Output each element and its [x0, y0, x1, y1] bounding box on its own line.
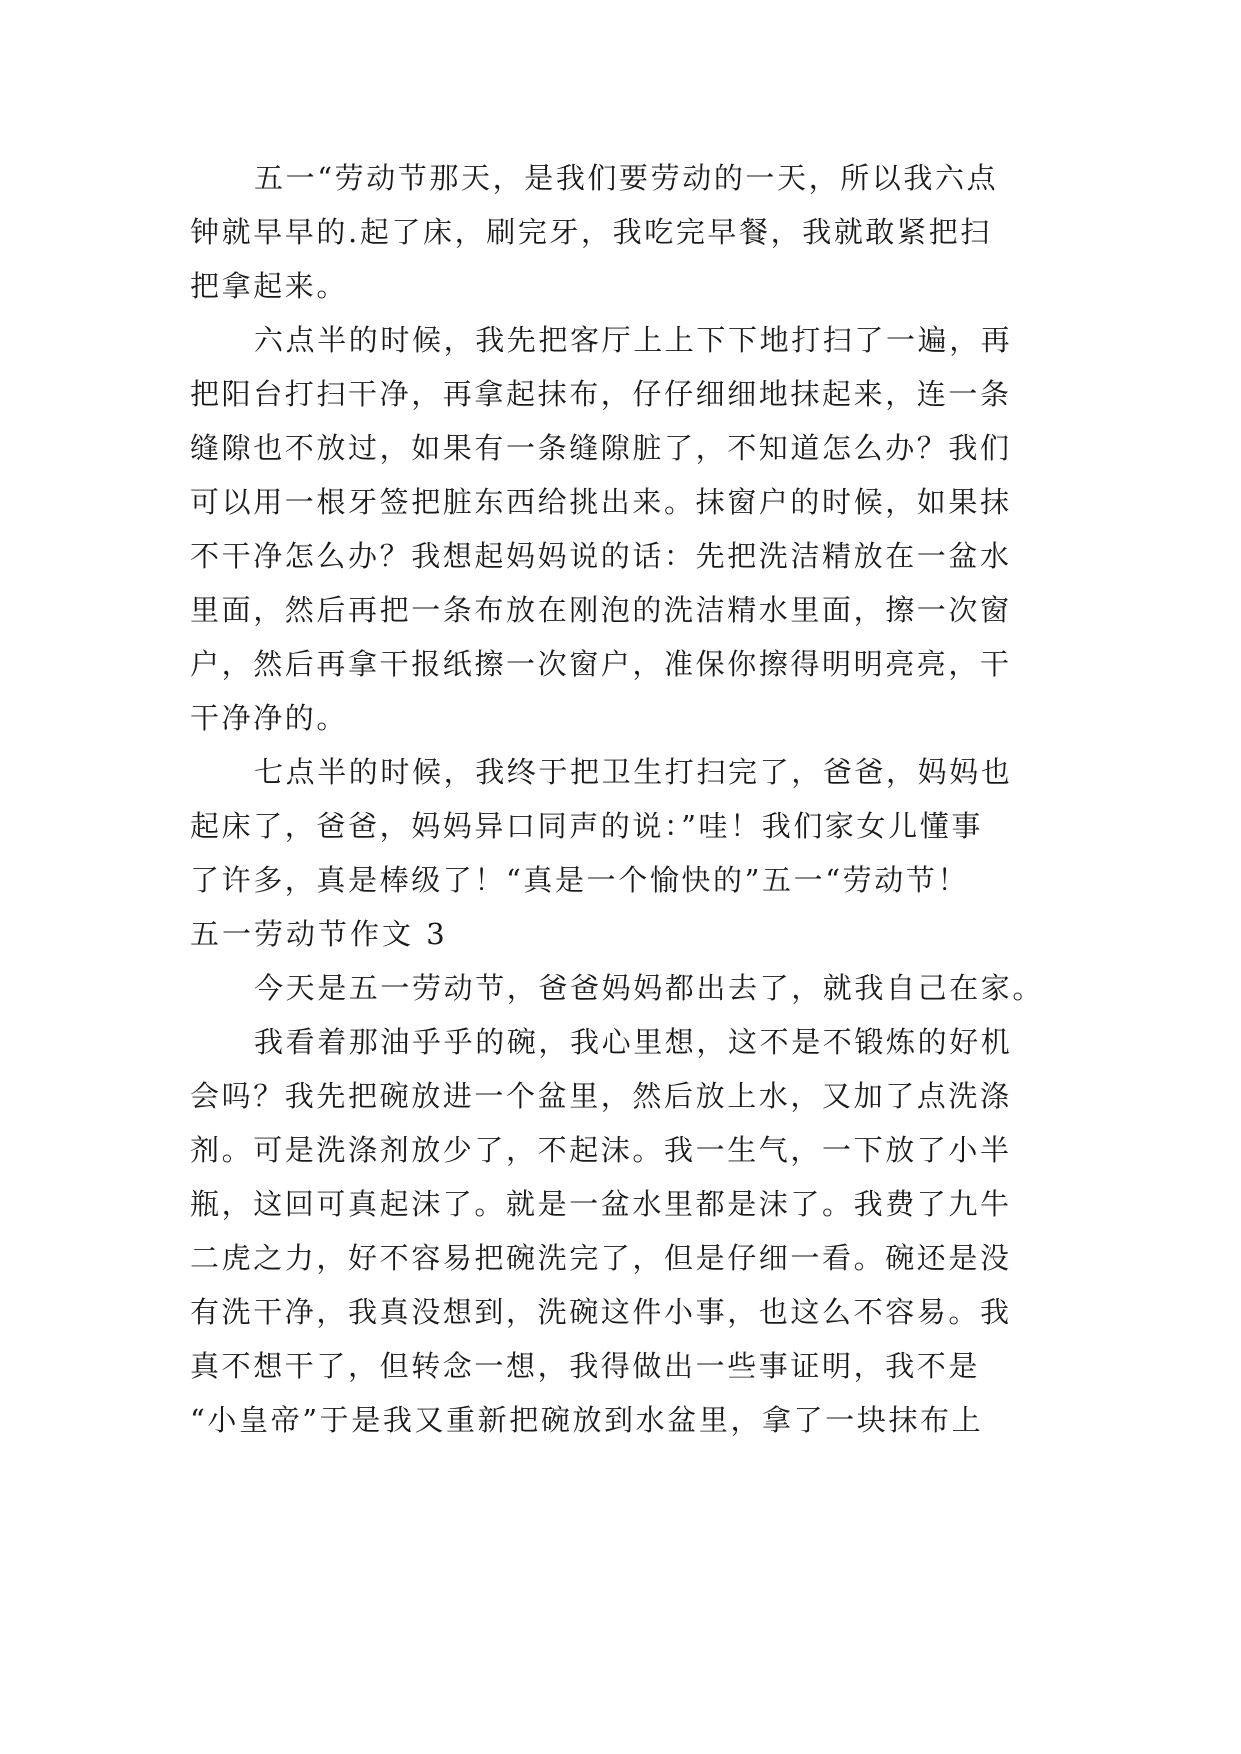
- paragraph-2-line-4: 可以用一根牙签把脏东西给挑出来。抹窗户的时候，如果抹: [190, 485, 1012, 519]
- paragraph-2-line-7: 户，然后再拿干报纸擦一次窗户，准保你擦得明明亮亮，干: [190, 647, 1012, 681]
- paragraph-2-line-3: 缝隙也不放过，如果有一条缝隙脏了，不知道怎么办？我们: [190, 431, 1012, 465]
- paragraph-5-line-5: 二虎之力，好不容易把碗洗完了，但是仔细一看。碗还是没: [190, 1241, 1012, 1275]
- paragraph-5-line-4: 瓶，这回可真起沫了。就是一盆水里都是沫了。我费了九牛: [190, 1187, 1012, 1221]
- paragraph-2-line-5: 不干净怎么办？我想起妈妈说的话：先把洗洁精放在一盆水: [190, 539, 1012, 573]
- paragraph-5-line-6: 有洗干净，我真没想到，洗碗这件小事，也这么不容易。我: [190, 1295, 1012, 1329]
- paragraph-5-line-2: 会吗？我先把碗放进一个盆里，然后放上水，又加了点洗涤: [190, 1079, 1012, 1113]
- paragraph-3-line-2: 起床了，爸爸，妈妈异口同声的说：”哇！我们家女儿懂事: [190, 809, 983, 843]
- paragraph-5-line-1: 我看着那油乎乎的碗，我心里想，这不是不锻炼的好机: [254, 1025, 1013, 1059]
- paragraph-3-line-3: 了许多，真是棒级了！“真是一个愉快的”五一“劳动节！: [190, 863, 970, 897]
- section-heading: 五一劳动节作文 3: [190, 917, 448, 951]
- paragraph-5-line-8: “小皇帝”于是我又重新把碗放到水盆里，拿了一块抹布上: [190, 1403, 984, 1437]
- paragraph-1-line-3: 把拿起来。: [190, 269, 349, 303]
- paragraph-5-line-3: 剂。可是洗涤剂放少了，不起沫。我一生气，一下放了小半: [190, 1133, 1012, 1167]
- paragraph-3-line-1: 七点半的时候，我终于把卫生打扫完了，爸爸，妈妈也: [254, 755, 1013, 789]
- paragraph-4-line-1: 今天是五一劳动节，爸爸妈妈都出去了，就我自己在家。: [254, 971, 1045, 1005]
- paragraph-5-line-7: 真不想干了，但转念一想，我得做出一些事证明，我不是: [190, 1349, 981, 1383]
- paragraph-2-line-8: 干净净的。: [190, 701, 349, 735]
- paragraph-1-line-1: 五一“劳动节那天，是我们要劳动的一天，所以我六点: [254, 161, 999, 195]
- paragraph-2-line-1: 六点半的时候，我先把客厅上上下下地打扫了一遍，再: [254, 323, 1013, 357]
- paragraph-1-line-2: 钟就早早的.起了床，刷完牙，我吃完早餐，我就敢紧把扫: [190, 215, 992, 249]
- paragraph-2-line-6: 里面，然后再把一条布放在刚泡的洗洁精水里面，擦一次窗: [190, 593, 1012, 627]
- paragraph-2-line-2: 把阳台打扫干净，再拿起抹布，仔仔细细地抹起来，连一条: [190, 377, 1012, 411]
